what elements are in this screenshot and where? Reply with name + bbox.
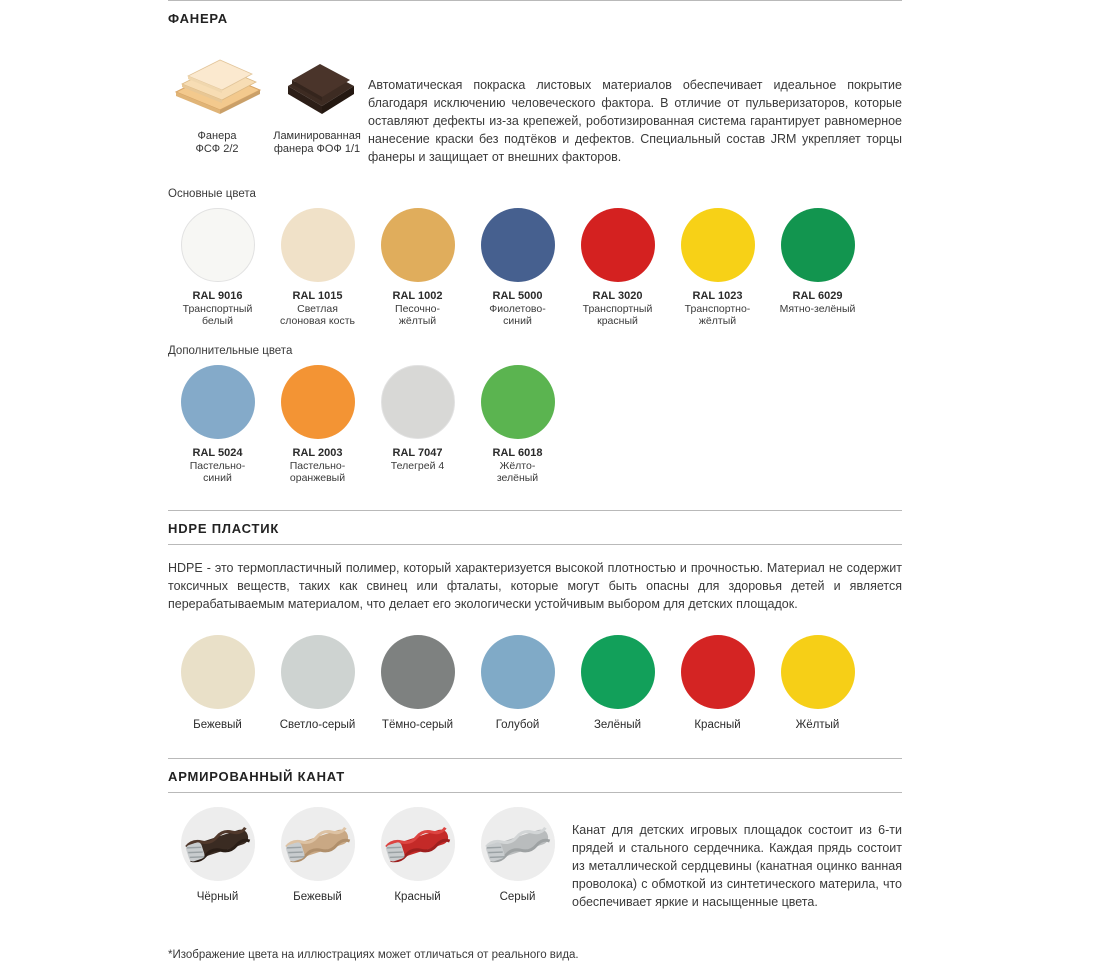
list-item	[468, 208, 567, 327]
color-swatch	[181, 365, 255, 439]
name-line-2: жёлтый	[698, 315, 737, 327]
list-item	[168, 208, 267, 327]
rope-description: Канат для детских игровых площадок состоит из 6-ти прядей и стального сердечника. Каждая прядь состоит из металлической сердцевины (канатная оцинко ванная проволока) с обмоткой из синтетического материла, что обеспечивает яркие и насыщенные цвета.	[572, 823, 902, 909]
list-item	[668, 208, 767, 327]
name-line-1: Жёлто-	[499, 460, 536, 472]
rope-swatch	[281, 807, 355, 881]
swatch-code: RAL 9016	[192, 290, 243, 302]
color-swatch	[481, 208, 555, 282]
swatch-name	[468, 460, 567, 484]
list-item	[368, 807, 467, 903]
swatch-name	[268, 460, 367, 484]
swatch-name	[368, 303, 467, 327]
swatch-name	[468, 303, 567, 327]
name-line-2: зелёный	[496, 472, 539, 484]
plywood-intro-row	[168, 46, 902, 166]
list-item	[268, 365, 367, 484]
color-swatch	[181, 208, 255, 282]
list-item	[268, 635, 367, 732]
rope-swatch	[381, 807, 455, 881]
caption-line-1: Фанера	[197, 130, 237, 142]
color-swatch	[581, 208, 655, 282]
name-line-2: оранжевый	[289, 472, 346, 484]
color-swatch	[381, 635, 455, 709]
rope-name: Чёрный	[196, 891, 239, 903]
swatch-name: Голубой	[495, 719, 540, 731]
list-item	[268, 208, 367, 327]
name-line-2: синий	[503, 315, 532, 327]
swatch-code: RAL 3020	[592, 290, 643, 302]
swatch-name: Бежевый	[193, 719, 242, 731]
swatch-name	[668, 303, 767, 327]
color-swatch	[781, 208, 855, 282]
caption-line-2: фанера ФОФ 1/1	[273, 143, 361, 155]
swatch-name	[268, 303, 367, 327]
footnote: *Изображение цвета на иллюстрациях может отличаться от реального вида.	[168, 949, 579, 961]
rope-name: Серый	[499, 891, 536, 903]
section-title-rope: АРМИРОВАННЫЙ КАНАТ	[168, 769, 346, 784]
caption-line-2: ФСФ 2/2	[195, 143, 239, 155]
list-item	[368, 635, 467, 732]
name-line-1: Пастельно-	[189, 460, 246, 472]
color-swatch	[781, 635, 855, 709]
rope-name: Бежевый	[293, 891, 342, 903]
list-item	[168, 46, 266, 156]
list-item	[768, 208, 867, 327]
list-item	[568, 635, 667, 732]
swatch-code: RAL 5024	[192, 447, 243, 459]
swatch-code: RAL 1002	[392, 290, 443, 302]
name-line-1: Транспортный	[582, 303, 653, 315]
list-item	[268, 46, 366, 156]
name-line-2: красный	[597, 315, 638, 327]
color-swatch	[381, 365, 455, 439]
list-item	[568, 208, 667, 327]
swatch-name: Тёмно-серый	[381, 719, 454, 731]
name-line-2: синий	[203, 472, 232, 484]
extra-colors-row	[168, 365, 902, 484]
hdpe-colors-row	[168, 635, 902, 732]
list-item	[368, 365, 467, 484]
swatch-code: RAL 7047	[392, 447, 443, 459]
list-item	[468, 635, 567, 732]
color-swatch	[281, 365, 355, 439]
section-header-hdpe	[168, 510, 902, 544]
plywood-description: Автоматическая покраска листовых материалов обеспечивает идеальное покрытие благодаря исключению человеческого фактора. В отличие от пульверизаторов, которые оставляют дефекты из-за крепежей, роботизированная система гарантирует равномерное нанесение краски без подтёков и дефектов. Специальный состав JRM укрепляет торцы фанеры и защищает от внешних факторов.	[368, 78, 902, 164]
list-item	[468, 807, 567, 903]
content-column	[168, 0, 902, 961]
plywood-sample-image-2	[268, 46, 366, 124]
list-item	[168, 635, 267, 732]
section-header-plywood	[168, 0, 902, 34]
swatch-name: Жёлтый	[795, 719, 840, 731]
main-colors-label: Основные цвета	[168, 188, 256, 200]
swatch-name	[768, 303, 867, 315]
swatch-code: RAL 2003	[292, 447, 343, 459]
main-colors-row	[168, 208, 902, 327]
list-item	[468, 365, 567, 484]
color-swatch	[581, 635, 655, 709]
swatch-code: RAL 1015	[292, 290, 343, 302]
name-line-1: Фиолетово-	[489, 303, 546, 315]
rope-name: Красный	[394, 891, 441, 903]
swatch-name	[168, 303, 267, 327]
name-line-1: Мятно-зелёный	[779, 303, 856, 315]
list-item	[368, 208, 467, 327]
divider	[168, 792, 902, 793]
plywood-sample-list	[168, 46, 368, 156]
caption-line-1: Ламинированная	[273, 130, 361, 142]
color-swatch	[481, 635, 555, 709]
name-line-1: Телегрей 4	[390, 460, 445, 472]
swatch-code: RAL 6029	[792, 290, 843, 302]
extra-colors-label: Дополнительные цвета	[168, 345, 293, 357]
list-item	[768, 635, 867, 732]
swatch-name: Зелёный	[593, 719, 642, 731]
color-swatch	[681, 208, 755, 282]
swatch-code: RAL 1023	[692, 290, 743, 302]
color-swatch	[381, 208, 455, 282]
name-line-1: Транспортно-	[684, 303, 751, 315]
name-line-1: Песочно-	[395, 303, 440, 315]
swatch-name	[368, 460, 467, 472]
name-line-1: Пастельно-	[289, 460, 346, 472]
rope-swatch	[481, 807, 555, 881]
rope-swatch	[181, 807, 255, 881]
color-swatch	[681, 635, 755, 709]
name-line-2: белый	[202, 315, 233, 327]
color-swatch	[281, 208, 355, 282]
rope-row-wrapper	[168, 807, 902, 911]
plywood-sample-caption-1	[168, 130, 266, 156]
color-swatch	[181, 635, 255, 709]
divider	[168, 544, 902, 545]
swatch-name	[568, 303, 667, 327]
rope-colors-row	[168, 807, 568, 903]
name-line-2: слоновая кость	[280, 315, 355, 327]
swatch-name	[168, 460, 267, 484]
plywood-sample-caption-2	[268, 130, 366, 156]
hdpe-description: HDPE - это термопластичный полимер, который характеризуется высокой плотностью и прочностью. Материал не содержит токсичных веществ, таких как свинец или фталаты, которые могут быть опасны для здоровья детей и является перерабатываемым материалом, что делает его экологически устойчивым выбором для детских площадок.	[168, 561, 902, 611]
plywood-sample-image-1	[168, 46, 266, 124]
section-title-hdpe: HDPE ПЛАСТИК	[168, 521, 280, 536]
name-line-1: Светлая	[297, 303, 338, 315]
swatch-name: Светло-серый	[279, 719, 356, 731]
list-item	[668, 635, 767, 732]
swatch-code: RAL 6018	[492, 447, 543, 459]
color-swatch	[281, 635, 355, 709]
swatch-code: RAL 5000	[492, 290, 543, 302]
list-item	[168, 807, 267, 903]
swatch-name: Красный	[694, 719, 741, 731]
name-line-1: Транспортный	[182, 303, 253, 315]
color-swatch	[481, 365, 555, 439]
section-header-rope	[168, 758, 902, 792]
list-item	[268, 807, 367, 903]
section-title-plywood: ФАНЕРА	[168, 11, 228, 26]
name-line-2: жёлтый	[398, 315, 437, 327]
list-item	[168, 365, 267, 484]
